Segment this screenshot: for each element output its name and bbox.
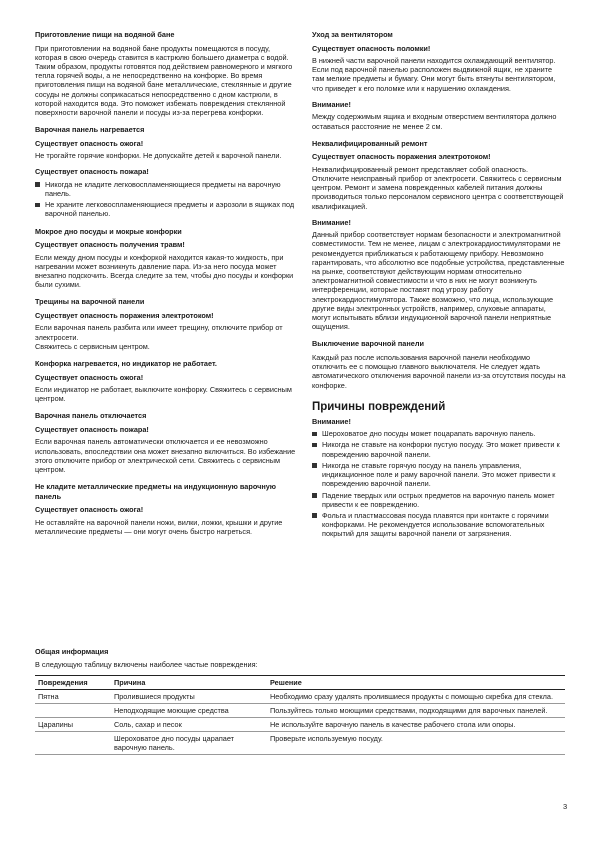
table-row — [35, 731, 565, 754]
warning-heading: Существует опасность ожога! — [35, 505, 144, 515]
list-item: Шероховатое дно посуды может поцарапать варочную панель. — [312, 429, 566, 438]
table-cell: Соль, сахар и песок — [111, 717, 267, 731]
section-title: Неквалифицированный ремонт — [312, 138, 428, 148]
bullet-list — [35, 180, 297, 219]
section-fan-care — [312, 30, 566, 131]
table-cell: Пятна — [35, 689, 111, 703]
section-body: Между содержимым ящика и входным отверстием вентилятора должно оставаться расстояние не менее 2 см. — [312, 112, 557, 131]
section-title: Трещины на варочной панели — [35, 297, 145, 307]
chapter-heading: Причины повреждений — [312, 400, 446, 413]
right-column — [312, 30, 566, 547]
table-cell: Проверьте используемую посуду. — [267, 731, 565, 754]
warning-heading: Существует опасность получения травм! — [35, 240, 185, 250]
section-body: В нижней части варочной панели находится охлаждающий вентилятор. Если под варочной панелью расположен выдвижной ящик, не храните там мелкие предметы и бумагу. Они могут быть втянуты вентилятором, что приведет к его поломке или к нарушению охлаждения. — [312, 56, 556, 93]
section-body: Данный прибор соответствует нормам безопасности и электромагнитной совместимости. Тем не менее, лицам с электрокардиостимуляторами не рекомендуется приближаться к работающему прибору. Невозможно гарантировать, что абсолютно все подобные устройства, представленные на рынке, соответствуют действующим нормам относительно электромагнитной совместимости и что в них не могут возникнуть интерференции, которые поставят под угрозу работу электрокардиостимулятора. Также возможно, что лица, использующие другие виды электронных устройств, например, слуховые аппараты, могут испытывать вблизи индукционной варочной панели неприятные ощущения. — [312, 230, 565, 332]
list-item: Не храните легковоспламеняющиеся предметы и аэрозоли в ящиках под варочной панелью. — [35, 200, 297, 218]
bullet-list — [312, 429, 566, 538]
section-water-bath — [35, 30, 297, 117]
list-item: Никогда не ставьте на конфорки пустую посуду. Это может привести к повреждению варочной панели. — [312, 440, 566, 458]
table-cell: Необходимо сразу удалять пролившиеся продукты с помощью скребка для стекла. — [267, 689, 565, 703]
section-body: При приготовлении на водяной бане продукты помещаются в посуду, которая в свою очередь ставится в кастрюлю большего диаметра с водой. Таким образом, продукты готовятся под действием равномерного и мягкого тепла горячей воды, а не непосредственно на конфорке. Во время приготовления пищи на водяной бане металлические, стеклянные и другие сосуды не должны соприкасаться непосредственно с дном кастрюли, в которой находится вода. Это поможет избежать повреждения стеклянной поверхности варочной панели и посуды из-за перегрева конфорки. — [35, 43, 293, 117]
section-body: Если индикатор не работает, выключите конфорку. Свяжитесь с сервисным центром. — [35, 385, 292, 404]
section-title: Выключение варочной панели — [312, 339, 424, 349]
section-title: Не кладите металлические предметы на индукционную варочную панель — [35, 482, 277, 501]
section-title: Конфорка нагревается, но индикатор не работает. — [35, 359, 217, 369]
section-title: Мокрое дно посуды и мокрые конфорки — [35, 226, 182, 236]
warning-heading: Существует опасность поражения электротоком! — [312, 152, 491, 162]
table-cell: Не используйте варочную панель в качестве рабочего стола или опоры. — [267, 717, 565, 731]
table-row — [35, 689, 565, 703]
attention-heading: Внимание! — [312, 99, 351, 109]
table-cell — [35, 731, 111, 754]
table-row — [35, 717, 565, 731]
table-header-row — [35, 675, 565, 689]
section-title: Уход за вентилятором — [312, 30, 393, 39]
list-item: Фольга и пластмассовая посуда плавятся при контакте с горячими конфорками. Не рекомендуется использование вспомогательных покрытий для защиты варочной панели от загрязнения. — [312, 511, 566, 539]
column-header: Решение — [267, 675, 565, 689]
section-body: Если варочная панель разбита или имеет трещину, отключите прибор от электросети. — [35, 323, 283, 342]
section-metal-objects — [35, 482, 297, 536]
warning-heading: Существует опасность поломки! — [312, 43, 431, 53]
table-row — [35, 703, 565, 717]
table-cell: Неподходящие моющие средства — [111, 703, 267, 717]
section-body: Свяжитесь с сервисным центром. — [35, 341, 150, 351]
section-unqualified-repair — [312, 139, 566, 332]
section-panel-heats — [35, 125, 297, 219]
list-item: Никогда не кладите легковоспламеняющиеся предметы на варочную панель. — [35, 180, 297, 198]
list-item: Падение твердых или острых предметов на варочную панель может привести к ее повреждению. — [312, 491, 566, 509]
warning-heading: Существует опасность пожара! — [35, 424, 149, 434]
section-intro: В следующую таблицу включены наиболее частые повреждения: — [35, 659, 258, 669]
table-cell: Шероховатое дно посуды царапает варочную панель. — [111, 731, 267, 754]
section-wet-cookware — [35, 227, 297, 290]
table-cell: Пролившиеся продукты — [111, 689, 267, 703]
section-body: Каждый раз после использования варочной панели необходимо отключить ее с помощью главного выключателя. Не следует ждать автоматического отключения варочной панели из-за отсутствия посуды на конфорке. — [312, 352, 566, 390]
list-item: Никогда не ставьте горячую посуду на панель управления, индикационное поле и раму варочной панели. Это может привести к повреждению варочной панели. — [312, 461, 566, 489]
table-cell: Пользуйтесь только моющими средствами, подходящими для варочных панелей. — [267, 703, 565, 717]
section-body: Если варочная панель автоматически отключается и ее невозможно использовать, впоследствии она может внезапно включиться. Во избежание этого отключите прибор от электрической сети. Свяжитесь с сервисным центром. — [35, 437, 296, 475]
section-body: Если между дном посуды и конфоркой находится какая-то жидкость, при нагревании может возникнуть давление пара. Из-за него посуда может внезапно подскочить. Всегда следите за тем, чтобы дно посуды и конфорки были сухими. — [35, 252, 294, 290]
warning-heading: Существует опасность поражения электротоком! — [35, 310, 214, 320]
page-number: 3 — [563, 802, 568, 811]
section-title: Варочная панель отключается — [35, 411, 147, 421]
section-body: Неквалифицированный ремонт представляет собой опасность. Отключите неисправный прибор от электросети. Свяжитесь с сервисным центром. Ремонт и замена поврежденных кабелей питания должны производиться только персоналом сервисного центра с соответствующей квалификацией. — [312, 164, 564, 211]
table-cell — [35, 703, 111, 717]
warning-heading: Существует опасность ожога! — [35, 372, 144, 382]
section-cracks — [35, 297, 297, 351]
section-panel-switches-off — [35, 411, 297, 474]
section-body: Не трогайте горячие конфорки. Не допускайте детей к варочной панели. — [35, 151, 282, 161]
section-title: Общая информация — [35, 647, 109, 656]
left-column — [35, 30, 297, 544]
section-indicator — [35, 359, 297, 403]
table-cell: Царапины — [35, 717, 111, 731]
section-switch-off — [312, 339, 566, 389]
section-title: Приготовление пищи на водяной бане — [35, 30, 175, 39]
section-body: Не оставляйте на варочной панели ножи, вилки, ложки, крышки и другие металлические предметы — они могут очень быстро нагреться. — [35, 517, 283, 536]
warning-heading: Существует опасность ожога! — [35, 138, 144, 148]
column-header: Повреждения — [35, 675, 111, 689]
attention-heading: Внимание! — [312, 416, 351, 426]
section-damage-causes — [312, 400, 566, 539]
damage-table — [35, 675, 565, 755]
general-info-section — [35, 647, 565, 755]
warning-heading: Существует опасность пожара! — [35, 167, 149, 177]
attention-heading: Внимание! — [312, 217, 351, 227]
column-header: Причина — [111, 675, 267, 689]
section-title: Варочная панель нагревается — [35, 125, 145, 135]
